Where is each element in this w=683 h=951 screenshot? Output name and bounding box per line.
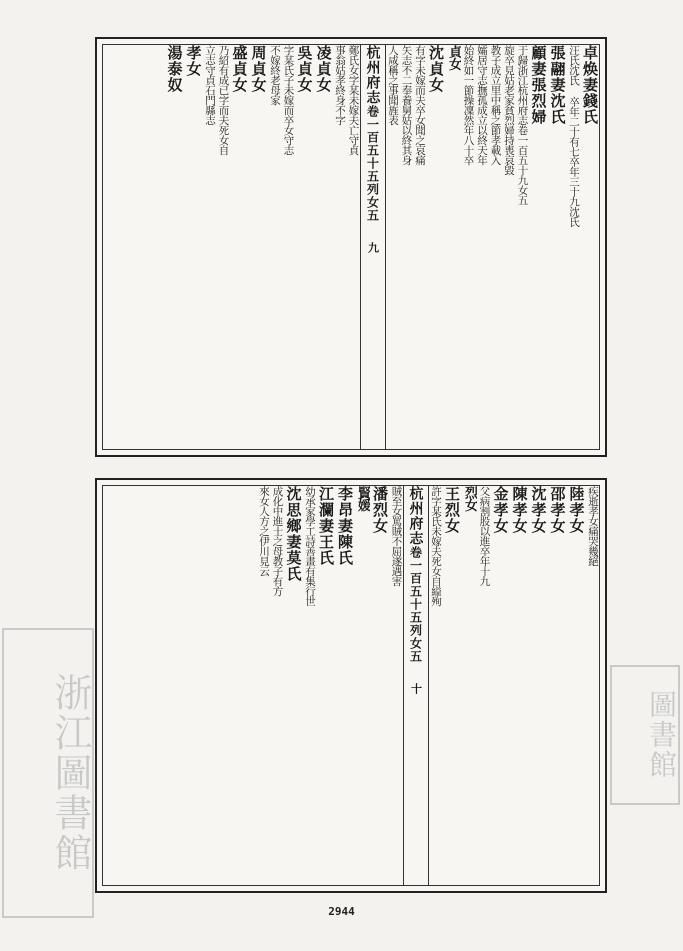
text-column: 賊至女罵賊不屈遂遇害 <box>390 486 403 586</box>
top-columns <box>103 45 599 449</box>
text-column: 來女人方之伊川見云 <box>258 486 270 576</box>
text-column: 汪氏沈氏 卒年二十有七卒年三十九沈氏 <box>568 45 580 227</box>
top-text-block <box>95 37 607 457</box>
heading-column: 賢媛 <box>355 486 370 511</box>
heading-column: 李昂妻陳氏 <box>336 486 354 566</box>
text-column: 鄭氏女字某未嫁夫亡守貞 <box>347 45 360 155</box>
text-column: 不嫁終老母家 <box>269 45 281 105</box>
heading-column: 顧妻張烈婦 <box>529 45 548 125</box>
heading-column: 沈思鄉妻莫氏 <box>284 486 303 582</box>
heading-column: 沈孝女 <box>529 486 548 534</box>
heading-column: 吳貞女 <box>295 45 314 93</box>
fold-center-column <box>360 45 386 449</box>
leaf-number: 十 <box>409 683 423 695</box>
heading-column: 凌貞女 <box>314 45 333 93</box>
heading-column: 陳孝女 <box>510 486 529 534</box>
heading-column: 王烈女 <box>443 486 461 534</box>
section-label: 列女五 <box>408 624 423 663</box>
text-column: 矢志不二奉養舅姑以終其身 <box>400 45 413 165</box>
text-column: 父病割股以進卒年十九 <box>478 486 491 586</box>
heading-column: 湯泰奴 <box>165 45 184 93</box>
chapter-label: 卷一百五十五 <box>408 546 423 624</box>
heading-column: 盛貞女 <box>230 45 249 93</box>
text-column: 乃紹有成已字而夫死女自 <box>217 45 230 155</box>
chapter-label: 卷一百五十五 <box>365 105 380 183</box>
text-column: 字某氏子未嫁而卒女守志 <box>282 45 295 155</box>
heading-column: 陸孝女 <box>567 486 586 534</box>
heading-column: 邵孝女 <box>548 486 567 534</box>
page-number: 2944 <box>328 905 355 918</box>
text-column: 教子成立里中稱之節孝載入 <box>489 45 502 165</box>
bottom-text-block <box>95 478 607 893</box>
text-column: 成化中進士之母教子有方 <box>271 486 284 596</box>
heading-column: 周貞女 <box>249 45 268 93</box>
fold-center-column <box>403 486 429 885</box>
heading-column: 江瀾妻王氏 <box>317 486 335 566</box>
heading-column: 張翮妻沈氏 <box>548 45 567 125</box>
library-stamp-right: 圖書館 <box>610 665 680 805</box>
heading-column: 貞女 <box>446 45 461 70</box>
heading-column: 烈女 <box>462 486 477 511</box>
heading-column: 沈貞女 <box>427 45 445 93</box>
text-column: 幼承家學工詩善畫有集行世 <box>304 486 316 606</box>
leaf-number: 九 <box>366 242 380 254</box>
text-column: 人咸稱之事聞旌表 <box>387 45 399 125</box>
heading-column: 潘烈女 <box>371 486 389 534</box>
text-column: 事翁姑孝終身不字 <box>334 45 346 125</box>
library-stamp-left: 浙江圖書館 <box>2 628 94 918</box>
book-title: 杭州府志 <box>364 45 381 105</box>
heading-column: 卓焕妻錢氏 <box>581 45 599 125</box>
text-column: 有字未嫁而夫卒女聞之哀痛 <box>414 45 426 165</box>
section-label: 列女五 <box>365 183 380 222</box>
text-column: 許字某氏未嫁夫死女自縊殉 <box>430 486 442 606</box>
text-column: 于歸浙江杭州府志卷一百五十九女五 <box>516 45 529 205</box>
text-column: 立志守貞石門縣志 <box>204 45 216 125</box>
book-title: 杭州府志 <box>407 486 424 546</box>
text-column: 始終如一節操凜然年八十卒 <box>462 45 475 165</box>
heading-column: 孝女 <box>184 45 203 77</box>
bottom-columns <box>103 486 599 885</box>
text-column: 旋卒見姑老家貧烈婦持喪哀毀 <box>503 45 515 175</box>
text-column: 疾逝孝女痛哭幾絕 <box>587 486 599 566</box>
heading-column: 金孝女 <box>491 486 510 534</box>
text-column: 孀居守志撫孤成立以終天年 <box>476 45 488 165</box>
